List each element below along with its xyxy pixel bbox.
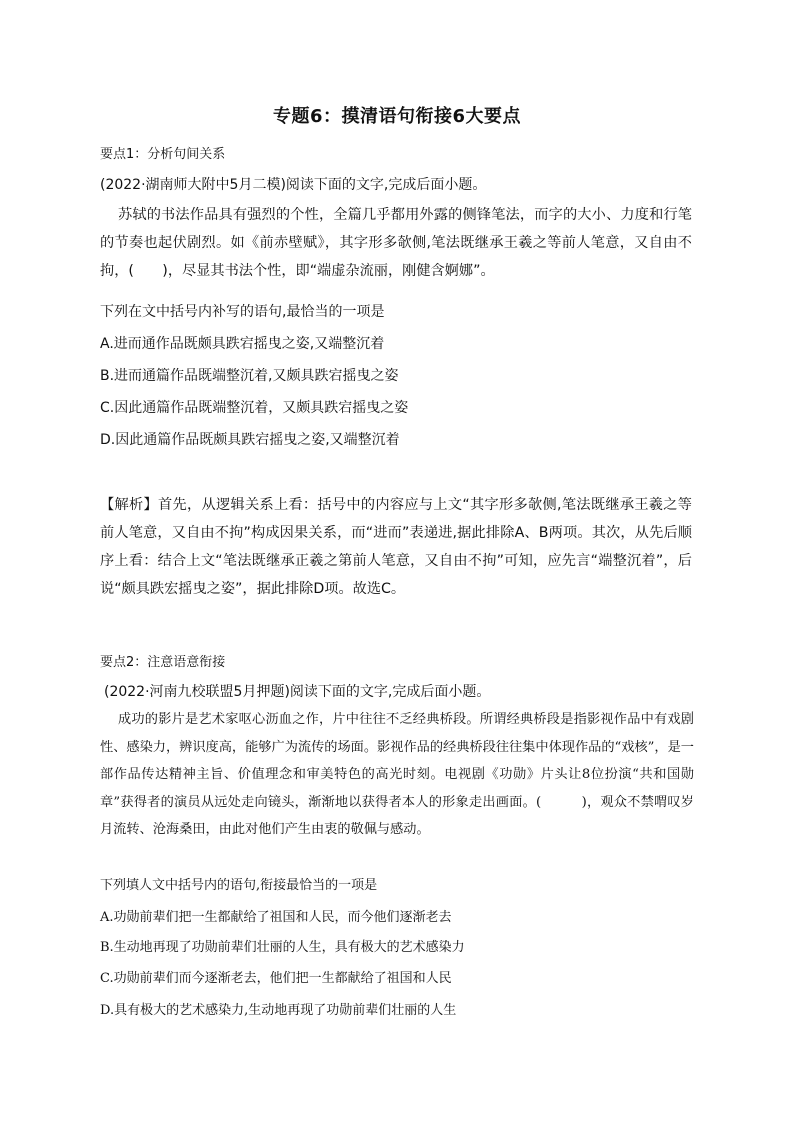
- point1-passage: 苏轼的书法作品具有强烈的个性，全篇几乎都用外露的侧锋笔法，而字的大小、力度和行笔的节奏也起伏剧烈。如《前赤壁赋》，其字形多欹侧,笔法既继承王羲之等前人笔意，又自由不拘，( )，尽显其书法个性，即“端虚杂流丽，刚健含婀娜”。: [100, 207, 692, 279]
- point1-analysis: 【解析】首先，从逻辑关系上看：括号中的内容应与上文“其字形多欹侧,笔法既继承王羲之等前人笔意，又自由不拘”构成因果关系，而“进而”表递进,据此排除A、B两项。其次，从先后顺序上看：结合上文“笔法既继承正羲之第前人笔意，又自由不拘”可知，应先言“端整沉着”，后说“颇具跌宏摇曳之姿”，据此排除D项。故选C。: [100, 497, 692, 597]
- point1-heading: 要点1：分析句间关系: [100, 147, 226, 162]
- point2-option-a: A.功勋前辈们把一生都献给了祖国和人民，而今他们逐渐老去: [100, 910, 452, 925]
- page-title: 专题6：摸清语句衔接6大要点: [272, 106, 522, 127]
- point2-question: 下列填人文中括号内的语句,衔接最恰当的一项是: [100, 878, 378, 893]
- point2-passage: 成功的影片是艺术家呕心沥血之作，片中往往不乏经典桥段。所谓经典桥段是指影视作品中有戏剧性、感染力，辨识度高，能够广为流传的场面。影视作品的经典桥段往往集中体现作品的“戏核”，是一部作品传达精神主旨、价值理念和审美特色的高光时刻。电视剧《功勋》片头让8位扮演“共和国勋章”获得者的演员从远处走向镜头，渐渐地以获得者本人的形象走出画面。( )，观众不禁喟叹岁月流转、沧海桑田，由此对他们产生由衷的敬佩与感动。: [100, 712, 694, 837]
- point1-question: 下列在文中括号内补写的语句,最恰当的一项是: [100, 304, 385, 320]
- point2-heading: 要点2：注意语意衔接: [100, 655, 226, 670]
- point1-option-b: B.进而通篇作品既端整沉着,又颇具跌宕摇曳之姿: [100, 368, 399, 384]
- point2-option-b: B.生动地再现了功勋前辈们壮丽的人生，具有极大的艺术感染力: [100, 940, 465, 955]
- point2-source: (2022·河南九校联盟5月押题)阅读下面的文字,完成后面小题。: [104, 684, 491, 700]
- point2-option-c: C.功勋前辈们而今逐渐老去，他们把一生都献给了祖国和人民: [100, 971, 452, 986]
- point2-option-d: D.具有极大的艺术感染力,生动地再现了功勋前辈们壮丽的人生: [100, 1003, 457, 1018]
- point1-option-c: C.因此通篇作品既端整沉着，又颇具跌宕摇曳之姿: [100, 400, 409, 416]
- point1-option-a: A.进而通作品既颇具跌宕摇曳之姿,又端整沉着: [100, 336, 385, 352]
- point1-option-d: D.因此通篇作品既颇具跌宕摇曳之姿,又端整沉着: [100, 432, 400, 448]
- point1-source: (2022·湖南师大附中5月二模)阅读下面的文字,完成后面小题。: [100, 177, 487, 193]
